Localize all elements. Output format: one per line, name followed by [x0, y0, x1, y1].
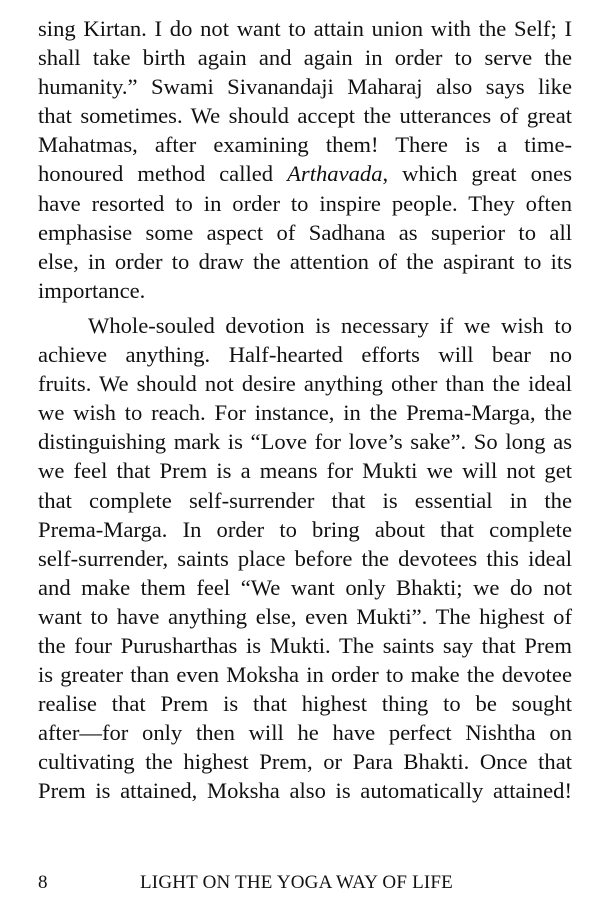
emphasized-term: Arthavada [287, 161, 383, 187]
text-line: sing Kirtan. I do not want to attain union with the Self; I [38, 16, 572, 41]
text-line: we feel that Prem is a means for Mukti we will not get [38, 458, 572, 484]
text-line: achieve anything. Half-hearted efforts will bear no [38, 342, 572, 368]
text-line: self-surrender, saints place before the devotees this ideal [38, 545, 572, 571]
text-line [38, 159, 572, 188]
text-line: emphasise some aspect of Sadhana as superior to all [38, 219, 572, 245]
text-line: importance. [38, 277, 146, 303]
text-line: the four Purusharthas is Mukti. The saints say that Prem [38, 632, 572, 658]
text-line: Mahatmas, after examining them! There is a time- [38, 132, 572, 158]
text-line: and make them feel “We want only Bhakti; we do not [38, 574, 572, 600]
text-line: humanity.” Swami Sivanandaji Maharaj also says like [38, 74, 572, 100]
page-number: 8 [38, 872, 48, 893]
text-line: shall take birth again and again in order to serve the [38, 45, 572, 71]
running-title: LIGHT ON THE YOGA WAY OF LIFE [140, 872, 453, 893]
text-line: that complete self-surrender that is essential in the [38, 487, 572, 513]
text-line: fruits. We should not desire anything other than the ideal [38, 371, 572, 397]
text-segment: , which great ones [382, 161, 572, 187]
text-line: have resorted to in order to inspire people. They often [38, 190, 572, 216]
text-line: Whole-souled devotion is necessary if we wish to [88, 312, 572, 338]
text-segment: honoured method called [38, 161, 288, 187]
text-line: Prem is attained, Moksha also is automatically attained! [38, 778, 572, 804]
text-line: we wish to reach. For instance, in the Prema-Marga, the [38, 400, 572, 426]
text-line: else, in order to draw the attention of the aspirant to its [38, 248, 572, 274]
text-line: distinguishing mark is “Love for love’s sake”. So long as [38, 429, 572, 455]
text-line: after—for only then will he have perfect Nishtha on [38, 720, 572, 746]
text-line: want to have anything else, even Mukti”. The highest of [38, 603, 572, 629]
text-line: cultivating the highest Prem, or Para Bhakti. Once that [38, 749, 572, 775]
paragraph-1 [38, 14, 572, 305]
text-line: that sometimes. We should accept the utterances of great [38, 103, 572, 129]
body-text [38, 14, 572, 806]
page-footer [38, 869, 572, 897]
paragraph-2 [38, 311, 572, 806]
text-line: Prema-Marga. In order to bring about that complete [38, 516, 572, 542]
text-line: is greater than even Moksha in order to make the devotee [38, 662, 572, 688]
text-line: realise that Prem is that highest thing to be sought [38, 691, 572, 717]
